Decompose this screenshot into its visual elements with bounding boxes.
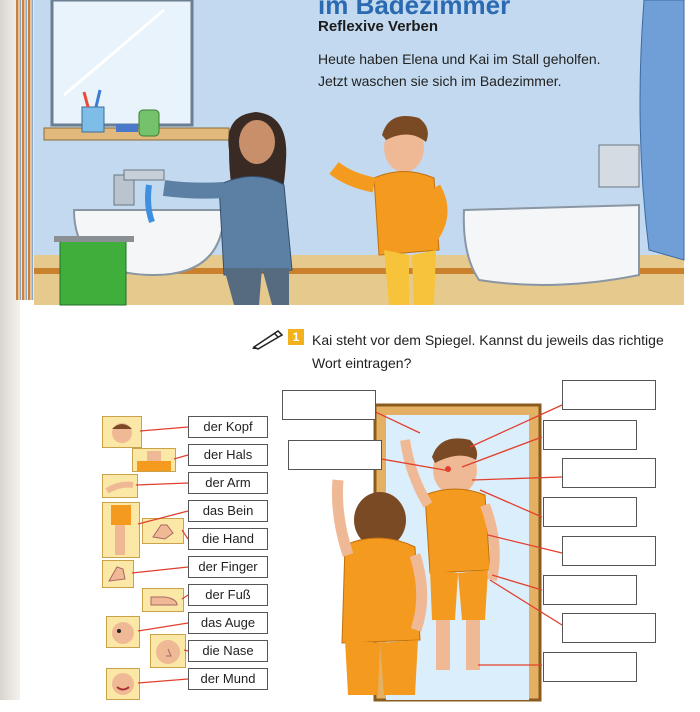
answer-box[interactable] xyxy=(562,613,656,643)
intro-line-2: Jetzt waschen sie sich im Badezimmer. xyxy=(318,73,562,89)
answer-box[interactable] xyxy=(562,458,656,488)
vocab-word: das Auge xyxy=(188,612,268,634)
pencil-icon xyxy=(250,327,286,349)
answer-box[interactable] xyxy=(543,575,637,605)
answer-box[interactable] xyxy=(543,652,637,682)
vocab-word: der Finger xyxy=(188,556,268,578)
vocab-word: der Fuß xyxy=(188,584,268,606)
bathroom-illustration xyxy=(34,0,684,305)
vocab-word: der Kopf xyxy=(188,416,268,438)
vocabulary-list xyxy=(100,412,280,712)
intro-text xyxy=(318,48,678,92)
answer-box[interactable] xyxy=(282,390,376,420)
answer-box[interactable] xyxy=(543,420,637,450)
vocab-word: der Arm xyxy=(188,472,268,494)
vocab-word: der Hals xyxy=(188,444,268,466)
answer-box[interactable] xyxy=(543,497,637,527)
vocab-connector-lines xyxy=(100,412,280,712)
page-title xyxy=(318,0,510,10)
task-instruction: Kai steht vor dem Spiegel. Kannst du jeweils das richtige Wort eintragen? xyxy=(312,332,664,371)
answer-box[interactable] xyxy=(288,440,382,470)
vocab-word: der Mund xyxy=(188,668,268,690)
answer-box[interactable] xyxy=(562,536,656,566)
page-subtitle: Reflexive Verben xyxy=(318,18,439,35)
intro-line-1: Heute haben Elena und Kai im Stall geholfen. xyxy=(318,51,601,67)
vocab-word: die Nase xyxy=(188,640,268,662)
task-number-badge: 1 xyxy=(288,329,304,345)
answer-box[interactable] xyxy=(562,380,656,410)
vocab-word: das Bein xyxy=(188,500,268,522)
page-edge-stripes xyxy=(16,0,34,300)
vocab-word: die Hand xyxy=(188,528,268,550)
